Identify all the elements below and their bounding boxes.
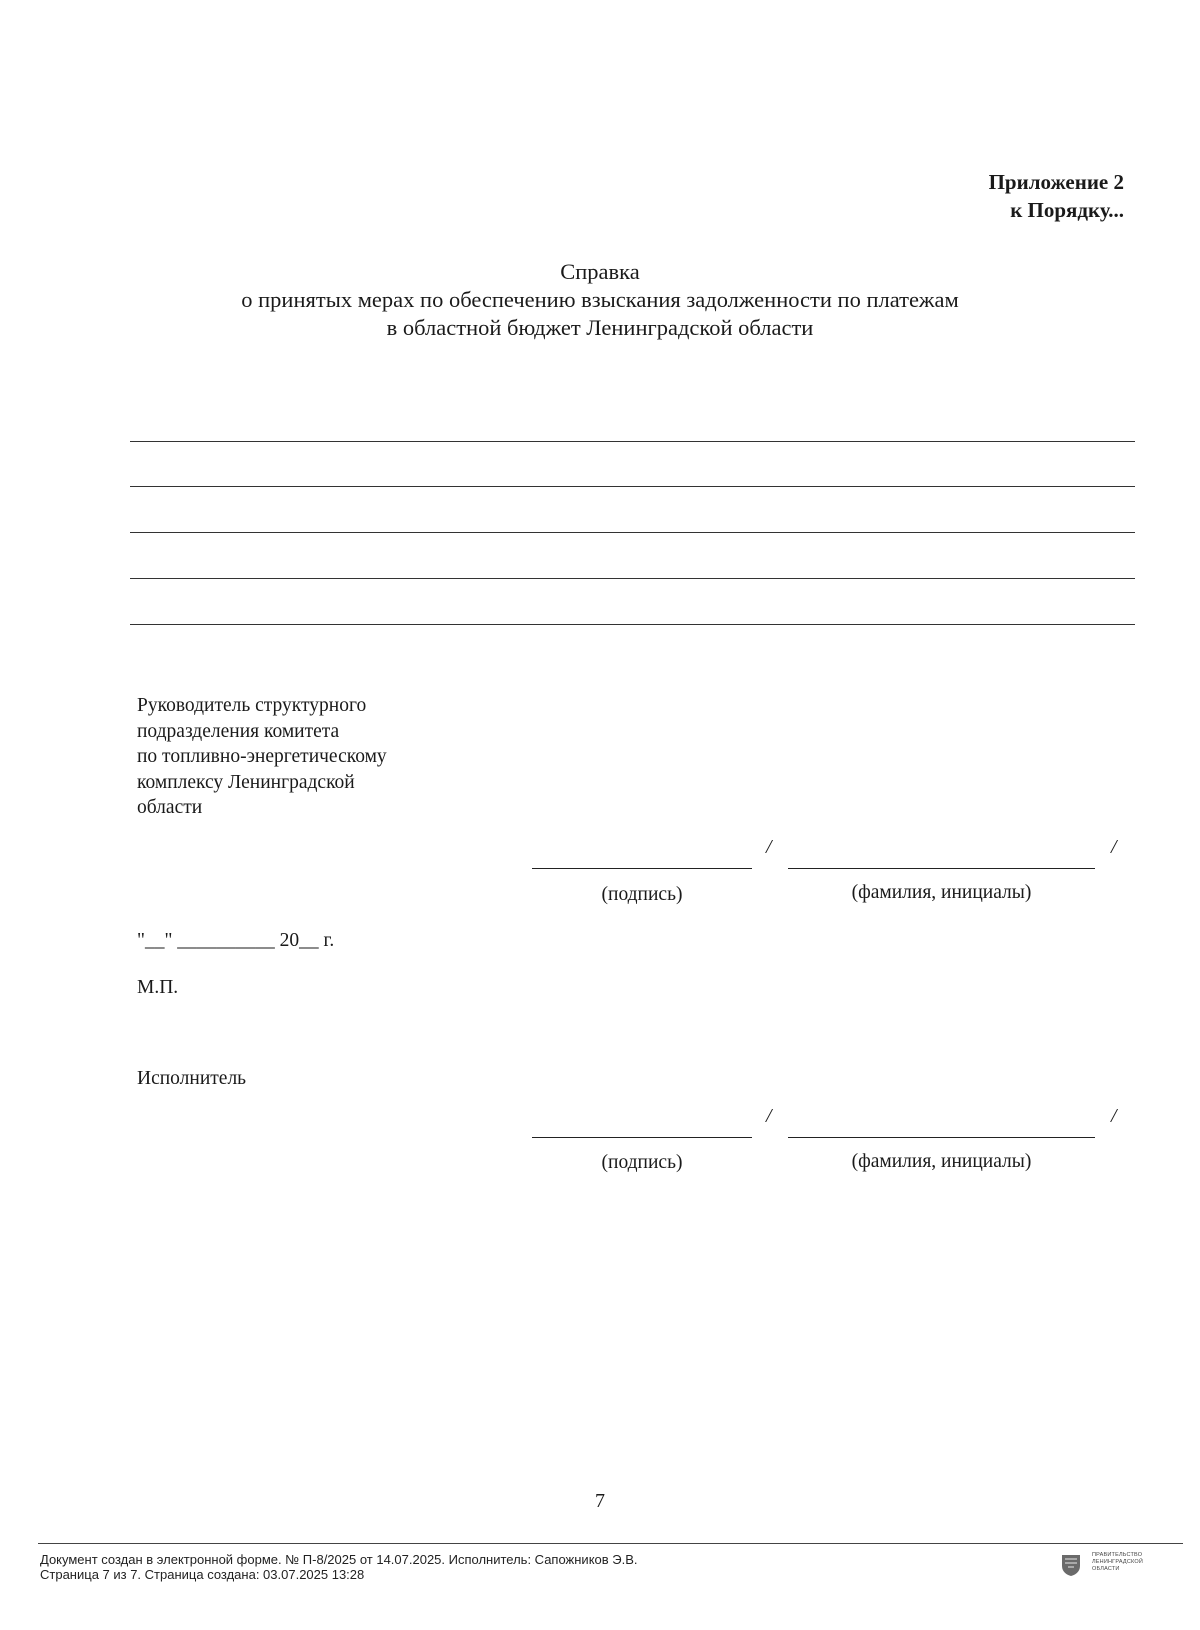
appendix-reference <box>989 168 1124 224</box>
signature-caption: (подпись) <box>601 1152 683 1173</box>
document-title <box>0 258 1200 342</box>
executor-name-line <box>788 1137 1095 1138</box>
signature-caption: (подпись) <box>601 884 683 905</box>
name-caption: (фамилия, инициалы) <box>851 882 1032 903</box>
head-role-label <box>137 693 387 821</box>
separator-slash: / <box>766 836 772 858</box>
role-line: подразделения комитета <box>137 720 340 742</box>
logo-caption <box>1092 1552 1143 1573</box>
separator-slash: / <box>766 1105 772 1127</box>
blank-fill-line <box>130 624 1135 625</box>
blank-fill-line <box>130 441 1135 442</box>
page-number: 7 <box>595 1490 605 1512</box>
title-line-1: Справка <box>560 259 640 284</box>
date-field: "__" __________ 20__ г. <box>137 930 335 951</box>
separator-slash: / <box>1111 836 1117 858</box>
executor-signature-line <box>532 1137 752 1138</box>
title-line-2: о принятых мерах по обеспечению взыскания задолженности по платежам <box>241 287 959 312</box>
logo-line: ОБЛАСТИ <box>1092 1566 1120 1572</box>
separator-slash: / <box>1111 1105 1117 1127</box>
name-caption: (фамилия, инициалы) <box>851 1151 1032 1172</box>
stamp-label: М.П. <box>137 977 179 998</box>
footer-page-line: Страница 7 из 7. Страница создана: 03.07.2025 13:28 <box>40 1567 365 1582</box>
footer-info <box>40 1552 638 1582</box>
title-line-3: в областной бюджет Ленинградской области <box>386 315 814 340</box>
role-line: Руководитель структурного <box>137 695 367 716</box>
government-logo <box>1060 1551 1180 1581</box>
executor-label: Исполнитель <box>137 1068 247 1089</box>
appendix-number: Приложение 2 <box>988 170 1124 194</box>
role-line: области <box>137 797 203 818</box>
logo-line: ЛЕНИНГРАДСКОЙ <box>1092 1559 1143 1565</box>
logo-line: ПРАВИТЕЛЬСТВО <box>1092 1552 1143 1558</box>
coat-of-arms-icon <box>1060 1553 1082 1577</box>
role-line: комплексу Ленинградской <box>137 771 355 793</box>
role-line: по топливно-энергетическому <box>137 746 387 767</box>
blank-fill-line <box>130 486 1135 487</box>
head-signature-line <box>532 868 752 869</box>
head-name-line <box>788 868 1095 869</box>
blank-fill-line <box>130 532 1135 533</box>
footer-divider <box>38 1543 1183 1544</box>
blank-fill-line <box>130 578 1135 579</box>
appendix-order: к Порядку... <box>1010 198 1124 222</box>
footer-document-line: Документ создан в электронной форме. № П-8/2025 от 14.07.2025. Исполнитель: Сапожников Э.В. <box>40 1552 638 1567</box>
